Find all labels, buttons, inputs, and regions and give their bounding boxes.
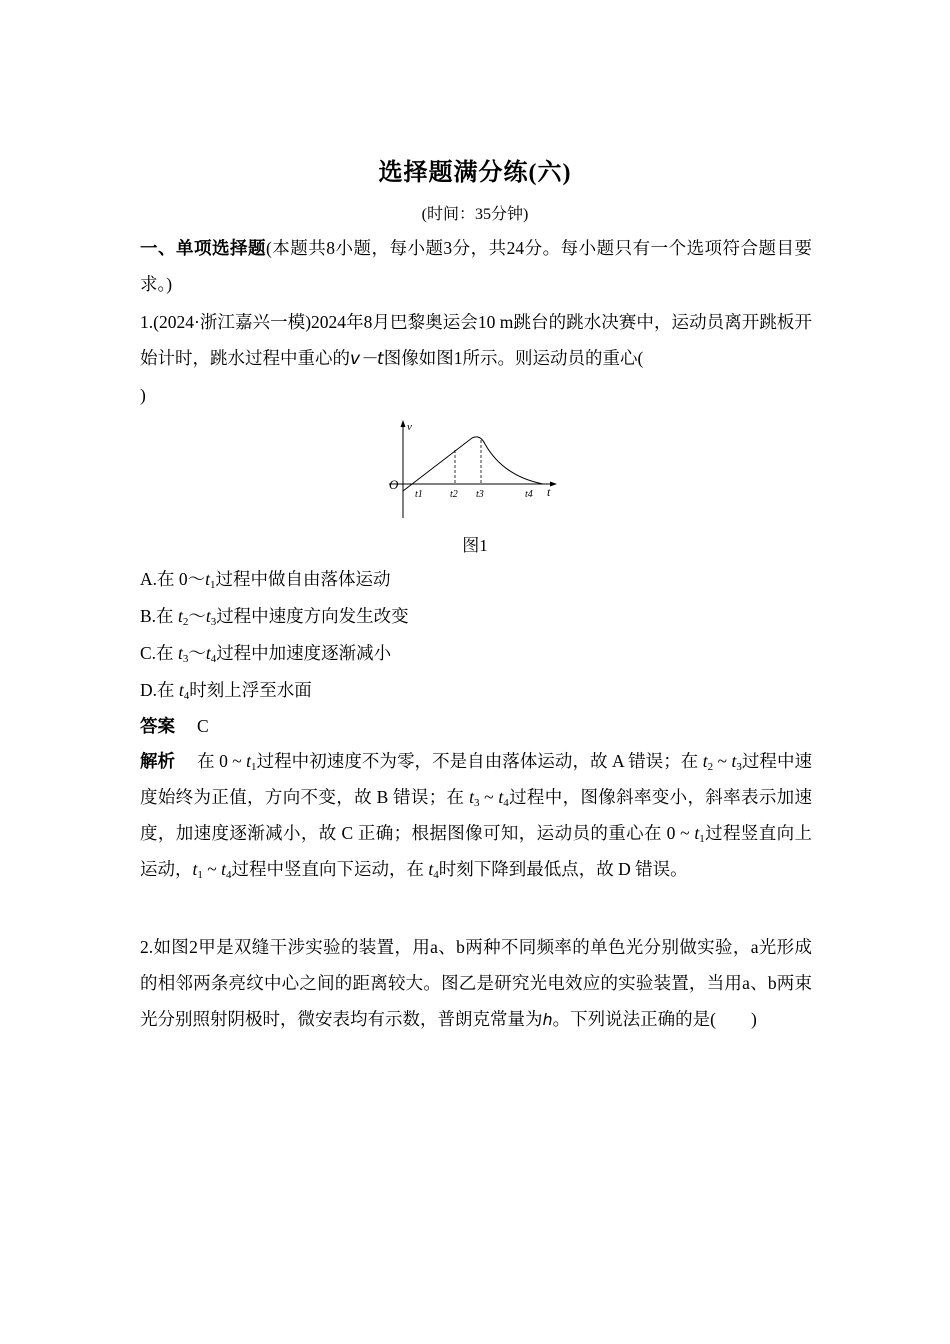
option-a — [140, 566, 391, 591]
analysis-sub: 2 — [707, 761, 714, 773]
page-title: 选择题满分练(六) — [378, 160, 572, 186]
analysis-sub: 3 — [473, 797, 480, 809]
section-desc: (本题共8小题，每小题3分，共24分。每小题只有一个选项符合题目要求。) — [140, 238, 813, 294]
velocity-curve — [403, 437, 543, 491]
v-axis-arrow — [401, 420, 406, 427]
tick-t2: t2 — [450, 489, 458, 500]
t-axis-label: t — [547, 485, 551, 499]
analysis-t: t — [221, 859, 226, 879]
q1-stem-text: 1.(2024·浙江嘉兴一模)2024年8月巴黎奥运会10 m跳台的跳水决赛中，运动员离开跳板开始计时，跳水过程中重心的 — [140, 312, 812, 368]
option-c-sub2: 4 — [210, 653, 217, 665]
analysis-text: 时刻下降到最低点，故 D 错误。 — [438, 859, 688, 879]
analysis-text: ~ — [202, 859, 222, 879]
analysis-text: 过程中速度始终为正值，方向不变，故 B 错误；在 — [140, 751, 813, 807]
analysis-text: 在 0 ~ — [197, 751, 247, 771]
analysis-t: t — [428, 859, 434, 879]
time-limit: (时间：35分钟) — [421, 206, 529, 223]
analysis-label: 解析 — [140, 751, 176, 771]
option-d — [140, 677, 312, 702]
option-b — [140, 603, 409, 628]
analysis-text: 过程竖直向上运动， — [140, 823, 813, 879]
analysis-text: ~ — [479, 787, 499, 807]
option-b-text: 过程中速度方向发生改变 — [216, 606, 409, 626]
analysis-t: t — [731, 751, 737, 771]
q2-stem-text: 2.如图2甲是双缝干涉实验的装置，用a、b两种不同频率的单色光分别做实验，a光形成的相邻两条亮纹中心之间的距离较大。图乙是研究光电效应的实验装置，当用a、b两束光分别照射阴极时，微安表均有示数，普朗克常量为 — [140, 937, 812, 1029]
answer-line — [140, 713, 209, 738]
analysis-sub: 4 — [433, 869, 439, 881]
analysis-sub: 4 — [225, 869, 232, 881]
figure-caption: 图1 — [462, 536, 488, 555]
vt-graph — [385, 418, 565, 522]
option-b-t2: t — [205, 606, 211, 626]
q2-stem-text-2: 。下列说法正确的是( ) — [552, 1009, 757, 1029]
option-b-t1: t — [177, 606, 183, 626]
option-c-sub1: 3 — [182, 653, 189, 665]
analysis-t: t — [694, 823, 700, 843]
analysis-sub: 3 — [736, 761, 742, 773]
option-c-t1: t — [177, 643, 183, 663]
analysis-sub: 4 — [503, 797, 509, 809]
question-2-stem — [140, 929, 812, 1038]
section-heading — [140, 230, 812, 302]
answer-label: 答案 — [140, 716, 175, 736]
option-c — [140, 640, 391, 665]
option-c-mid: ～ — [188, 643, 206, 663]
analysis-t: t — [192, 859, 198, 879]
analysis-text: 过程中初速度不为零，不是自由落体运动，故 A 错误；在 — [256, 751, 703, 771]
analysis-sub: 1 — [197, 869, 203, 881]
option-a-text: 过程中做自由落体运动 — [215, 569, 391, 589]
option-c-t2: t — [205, 643, 211, 663]
answer-value: C — [197, 716, 209, 736]
analysis-t: t — [469, 787, 474, 807]
vt-symbol: v－t — [350, 349, 384, 369]
tick-t3: t3 — [476, 489, 484, 500]
option-b-mid: ～ — [188, 606, 206, 626]
tick-t4: t4 — [525, 489, 533, 500]
q1-stem-paren: ) — [140, 385, 146, 405]
option-d-sub: 4 — [183, 690, 190, 702]
planck-h: h — [542, 1010, 553, 1029]
option-c-pre: C.在 — [140, 643, 178, 663]
option-d-pre: D.在 — [140, 680, 179, 700]
option-b-sub1: 2 — [182, 616, 189, 628]
analysis-t: t — [702, 751, 708, 771]
analysis-t: t — [498, 787, 504, 807]
analysis-sub: 1 — [251, 761, 257, 773]
q1-stem-text-2: 图像如图1所示。则运动员的重心( — [383, 348, 644, 368]
option-d-t: t — [178, 680, 184, 700]
analysis-t: t — [246, 751, 252, 771]
option-a-pre: A.在 0～ — [140, 569, 206, 589]
t-axis-arrow — [550, 482, 557, 487]
option-d-text: 时刻上浮至水面 — [189, 680, 312, 700]
analysis-text: ~ — [713, 751, 732, 771]
question-1-stem — [140, 304, 812, 413]
option-a-t: t — [205, 569, 211, 589]
section-title: 一、单项选择题 — [140, 238, 266, 258]
option-b-sub2: 3 — [210, 616, 217, 628]
tick-t1: t1 — [415, 489, 423, 500]
v-axis-label: v — [407, 421, 412, 433]
option-c-text: 过程中加速度逐渐减小 — [216, 643, 392, 663]
analysis — [140, 743, 812, 887]
option-b-pre: B.在 — [140, 606, 178, 626]
option-a-sub: 1 — [210, 579, 216, 591]
analysis-text: 过程中竖直向下运动，在 — [231, 859, 429, 879]
analysis-text: 过程中，图像斜率变小，斜率表示加速度，加速度逐渐减小，故 C 正确；根据图像可知，运动员的重心在 0 ~ — [140, 787, 813, 843]
analysis-sub: 1 — [699, 833, 705, 845]
origin-label: O — [389, 477, 399, 492]
